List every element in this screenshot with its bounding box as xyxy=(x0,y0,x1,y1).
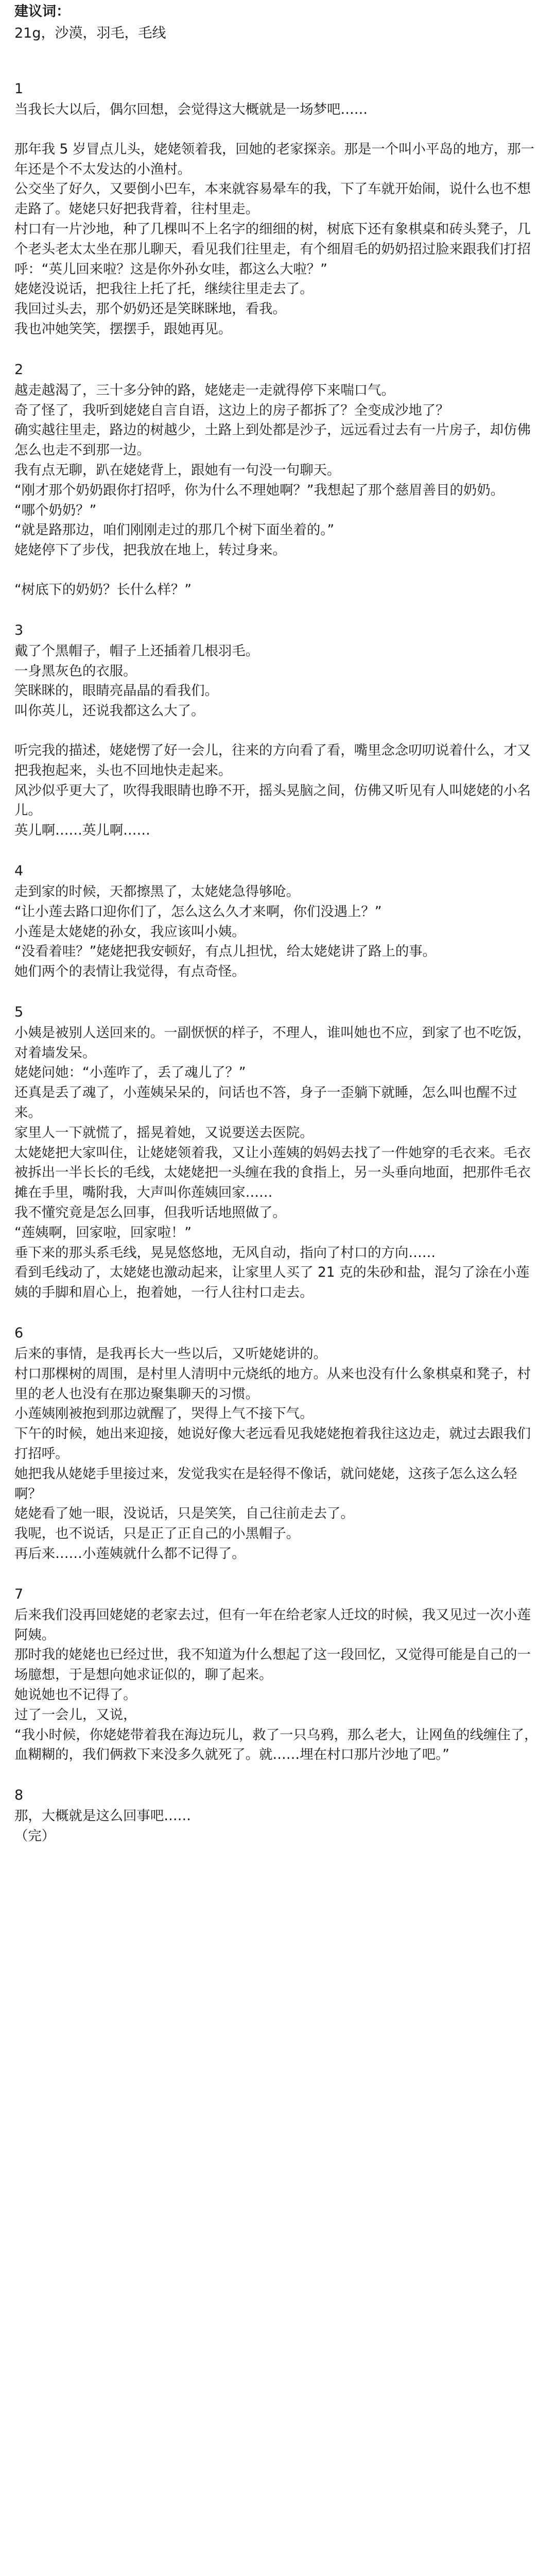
paragraph: 再后来……小莲姨就什么都不记得了。 xyxy=(14,1546,246,1562)
paragraph: 我也冲她笑笑，摆摆手，跟她再见。 xyxy=(14,320,232,337)
paragraph: 过了一会儿，又说， xyxy=(14,1706,137,1723)
paragraph: “刚才那个奶奶跟你打招呼，你为什么不理她啊？”我想起了那个慈眉善目的奶奶。 xyxy=(14,482,505,498)
paragraph: 我回过头去，那个奶奶还是笑眯眯地，看我。 xyxy=(14,301,286,317)
suggested-words xyxy=(14,1,542,44)
paragraph: “让小莲去路口迎你们了，怎么这么久才来啊，你们没遇上？” xyxy=(14,903,382,920)
section-number: 6 xyxy=(14,1325,24,1342)
paragraph: “没看着哇？”姥姥把我安顿好，有点儿担忧，给太姥姥讲了路上的事。 xyxy=(14,943,437,960)
paragraph: 后来我们没再回姥姥的老家去过，但有一年在给老家人迁坟的时候，我又见过一次小莲阿姨。 xyxy=(14,1606,531,1643)
paragraph: 姥姥停下了步伐，把我放在地上，转过身来。 xyxy=(14,542,286,558)
story-sections xyxy=(14,78,542,1846)
section-number: 2 xyxy=(14,361,24,378)
paragraph: 村口有一片沙地，种了几棵叫不上名字的细细的树，树底下还有象棋桌和砖头凳子，几个老头老太太坐在那儿聊天，看见我们往里走，有个细眉毛的奶奶招过脸来跟我们打招呼：“英儿回来啦？这是你外孙女哇，都这么大啦？” xyxy=(14,221,531,277)
section-number: 5 xyxy=(14,1004,24,1020)
spacer xyxy=(14,44,542,78)
paragraph: 村口那棵树的周围，是村里人清明中元烧纸的地方。从来也没有什么象棋桌和凳子，村里的老人也没有在那边聚集聊天的习惯。 xyxy=(14,1365,531,1402)
paragraph: 太姥姥把大家叫住，让姥姥领着我，又让小莲姨的妈妈去找了一件她穿的毛衣来。毛衣被拆出一半长长的毛线，太姥姥把一头缠在我的食指上，另一头垂向地面，把那件毛衣摊在手里，嘴附我，大声叫你莲姨回家…… xyxy=(14,1144,531,1201)
paragraph: 小姨是被别人送回来的。一副恹恹的样子，不理人，谁叫她也不应，到家了也不吃饭，对着墙发呆。 xyxy=(14,1024,531,1061)
paragraph: “莲姨啊，回家啦，回家啦！” xyxy=(14,1224,192,1241)
paragraph: “哪个奶奶？” xyxy=(14,502,97,518)
paragraph: “我小时候，你姥姥带着我在海边玩儿，救了一只乌鸦，那么老大，让网鱼的线缠住了，血糊糊的，我们俩救下来没多久就死了。就……埋在村口那片沙地了吧。” xyxy=(14,1726,538,1763)
paragraph: 戴了个黑帽子，帽子上还插着几根羽毛。 xyxy=(14,642,259,659)
paragraph: 笑眯眯的，眼睛亮晶晶的看我们。 xyxy=(14,683,218,699)
story-section xyxy=(14,1323,542,1564)
paragraph: “树底下的奶奶？长什么样？” xyxy=(14,581,192,598)
paragraph: 我呢，也不说话，只是正了正自己的小黑帽子。 xyxy=(14,1526,300,1542)
paragraph: 下午的时候，她出来迎接，她说好像大老远看见我姥姥抱着我往这边走，就过去跟我们打招呼。 xyxy=(14,1426,531,1462)
paragraph: 她说她也不记得了。 xyxy=(14,1687,137,1703)
paragraph: 当我长大以后，偶尔回想，会觉得这大概就是一场梦吧…… xyxy=(14,101,368,117)
paragraph: 奇了怪了，我听到姥姥自言自语，这边上的房子都拆了？全变成沙地了？ xyxy=(14,402,449,418)
paragraph: 小莲是太姥姥的孙女，我应该叫小姨。 xyxy=(14,923,246,940)
paragraph: 那时我的姥姥也已经过世，我不知道为什么想起了这一段回忆，又觉得可能是自己的一场臆想，于是想向她求证似的，聊了起来。 xyxy=(14,1647,531,1683)
section-number: 8 xyxy=(14,1787,24,1804)
story-section xyxy=(14,359,542,600)
paragraph: 姥姥没说话，把我往上托了托，继续往里走去了。 xyxy=(14,281,314,297)
section-number: 4 xyxy=(14,862,24,879)
paragraph: 风沙似乎更大了，吹得我眼睛也睁不开，摇头晃脑之间，仿佛又听见有人叫姥姥的小名儿。 xyxy=(14,782,531,819)
paragraph: 看到毛线动了，太姥姥也激动起来，让家里人买了 21 克的朱砂和盐，混匀了涂在小莲姨的手脚和眉心上，抱着她，一行人往村口走去。 xyxy=(14,1264,530,1301)
paragraph: 我有点无聊，趴在姥姥背上，跟她有一句没一句聊天。 xyxy=(14,462,341,478)
blank-line xyxy=(14,721,542,741)
paragraph: 叫你英儿，还说我都这么大了。 xyxy=(14,703,205,719)
paragraph: 小莲姨刚被抱到那边就醒了，哭得上气不接下气。 xyxy=(14,1405,314,1422)
paragraph: “就是路那边，咱们刚刚走过的那几个树下面坐着的。” xyxy=(14,522,335,538)
suggested-words-list: 21g，沙漠，羽毛，毛线 xyxy=(14,25,166,41)
paragraph: 姥姥问她：“小莲咋了，丢了魂儿了？” xyxy=(14,1064,246,1081)
paragraph: 公交坐了好久，又要倒小巴车，本来就容易晕车的我，下了车就开始闹，说什么也不想走路了。姥姥只好把我背着，往村里走。 xyxy=(14,181,531,217)
story-section xyxy=(14,78,542,340)
paragraph: 听完我的描述，姥姥愣了好一会儿，往来的方向看了看，嘴里念念叨叨说着什么，才又把我抱起来，头也不回地快走起来。 xyxy=(14,742,531,778)
blank-line xyxy=(14,561,542,580)
story-section xyxy=(14,860,542,982)
paragraph: 一身黑灰色的衣服。 xyxy=(14,663,137,679)
paragraph: 她们两个的表情让我觉得，有点奇怪。 xyxy=(14,963,246,980)
paragraph: 我不懂究竟是怎么回事，但我听话地照做了。 xyxy=(14,1205,286,1221)
story-section xyxy=(14,1002,542,1303)
paragraph: 还真是丢了魂了，小莲姨呆呆的，问话也不答，身子一歪躺下就睡，怎么叫也醒不过来。 xyxy=(14,1084,517,1121)
paragraph: 走到家的时候，天都擦黑了，太姥姥急得够呛。 xyxy=(14,883,300,900)
suggested-words-title: 建议词： xyxy=(14,4,70,20)
paragraph: 那，大概就是这么回事吧…… xyxy=(14,1808,192,1824)
paragraph: 姥姥看了她一眼，没说话，只是笑笑，自己往前走去了。 xyxy=(14,1505,354,1522)
paragraph: 越走越渴了，三十多分钟的路，姥姥走一走就得停下来喘口气。 xyxy=(14,382,395,398)
section-number: 3 xyxy=(14,622,24,638)
paragraph: 那年我 5 岁冒点儿头，姥姥领着我，回她的老家探亲。那是一个叫小平岛的地方，那一年还是个不太发达的小渔村。 xyxy=(14,141,535,177)
story-section xyxy=(14,620,542,841)
paragraph: （完） xyxy=(14,1827,56,1844)
story-section xyxy=(14,1584,542,1765)
paragraph: 家里人一下就慌了，摇晃着她，又说要送去医院。 xyxy=(14,1124,314,1141)
blank-line xyxy=(14,120,542,140)
paragraph: 确实越往里走，路边的树越少，土路上到处都是沙子，远远看过去有一片房子，却仿佛怎么也走不到那一边。 xyxy=(14,422,531,459)
paragraph: 英儿啊……英儿啊…… xyxy=(14,822,150,839)
section-number: 7 xyxy=(14,1586,24,1602)
story-section xyxy=(14,1785,542,1846)
paragraph: 垂下来的那头系毛线，晃晃悠悠地，无风自动，指向了村口的方向…… xyxy=(14,1244,436,1261)
section-number: 1 xyxy=(14,81,24,97)
paragraph: 后来的事情，是我再长大一些以后，又听姥姥讲的。 xyxy=(14,1346,327,1362)
paragraph: 她把我从姥姥手里接过来，发觉我实在是轻得不像话，就问姥姥，这孩子怎么这么轻啊？ xyxy=(14,1465,517,1502)
